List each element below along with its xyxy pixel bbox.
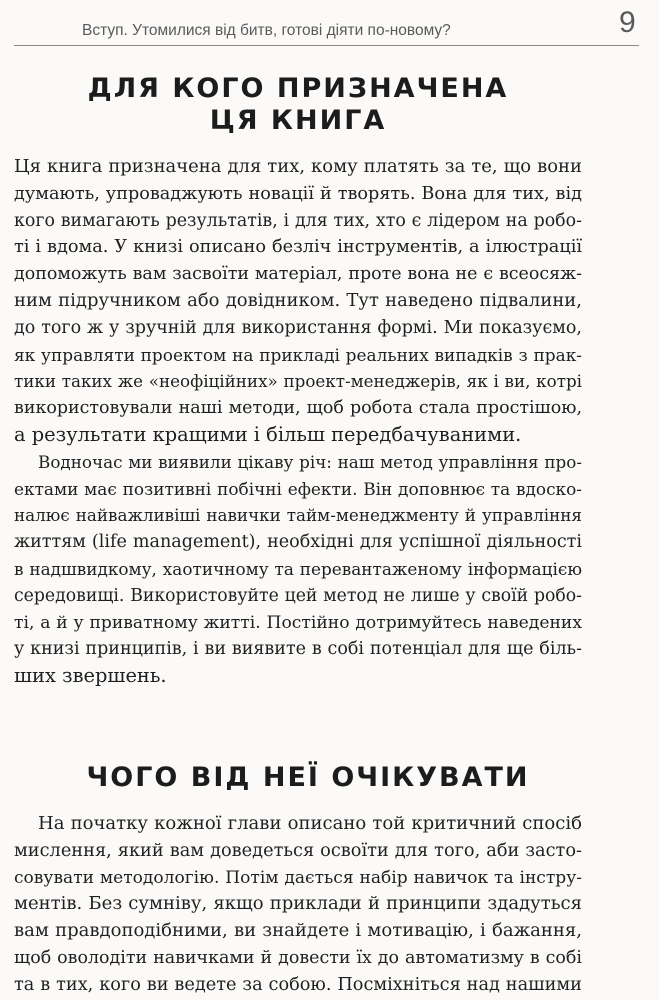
text-line: життям (life management), необхідні для успішної діяльності: [14, 532, 582, 553]
section-heading-what-to-expect: [10, 762, 606, 794]
text-line: Ця книга призначена для тих, кому платять за те, що вони: [14, 156, 582, 177]
section2-body: [14, 811, 582, 999]
text-line: На початку кожної глави описано той критичний спосіб: [38, 813, 582, 834]
header-rule: [14, 45, 639, 46]
text-line: середовищі. Використовуйте цей метод не лише у своїй робо-: [14, 585, 582, 606]
text-line: ментів. Без сумніву, якщо приклади й принципи здадуться: [14, 893, 582, 915]
text-line: совувати методологію. Потім дається набір навичок та інстру-: [14, 867, 582, 888]
text-line: мислення, який вам доведеться освоїти для того, аби засто-: [14, 840, 582, 861]
text-line: ших звершень.: [14, 664, 167, 688]
text-line: допоможуть вам засвоїти матеріал, проте вона не є всеосяж-: [14, 264, 582, 285]
running-header-title: Вступ. Утомилися від битв, готові діяти по-новому?: [82, 22, 451, 39]
text-line: Водночас ми виявили цікаву річ: наш метод управління про-: [38, 451, 582, 472]
text-line: думають, упроваджують новації й творять. Вона для тих, від: [14, 183, 582, 204]
text-line: вам правдоподібними, ви знайдете і мотивацію, і бажання,: [14, 920, 582, 942]
heading-line: ДЛЯ КОГО ПРИЗНАЧЕНА: [87, 73, 509, 104]
text-line: ті, а й у приватному житті. Постійно дотримуйтесь наведених: [14, 612, 582, 633]
page-number: 9: [619, 6, 636, 39]
text-line: тики таких же «неофіційних» проект-менеджерів, як і ви, котрі: [14, 371, 582, 392]
paragraph: [14, 449, 582, 690]
text-line: використовували наші методи, щоб робота стала простішою,: [14, 398, 582, 419]
text-line: до того ж у зручній для використання формі. Ми показуємо,: [14, 317, 582, 338]
paragraph: [14, 811, 582, 999]
text-line: у книзі принципів, і ви виявите в собі потенціал для ще біль-: [14, 639, 582, 660]
text-line: кого вимагають результатів, і для тих, хто є лідером на робо-: [14, 210, 582, 231]
heading-line: ЧОГО ВІД НЕЇ ОЧІКУВАТИ: [86, 762, 530, 793]
text-line: в надшвидкому, хаотичному та перевантаженому інформацією: [14, 558, 582, 579]
text-line: як управляти проектом на прикладі реальних випадків з прак-: [14, 344, 582, 365]
text-line: та в тих, кого ви ведете за собою. Посміхніться над нашими: [14, 974, 582, 995]
paragraph: [14, 154, 582, 449]
text-line: налює найважливіші навички тайм-менеджменту й управління: [14, 505, 582, 526]
section1-body: [14, 154, 582, 690]
text-line: ектами має позитивні побічні ефекти. Він доповнює та вдоско-: [14, 478, 582, 499]
text-line: а результати кращими і більш передбачуваними.: [14, 422, 522, 446]
text-line: ті і вдома. У книзі описано безліч інструментів, а ілюстрації: [14, 237, 582, 258]
heading-line: ЦЯ КНИГА: [209, 105, 387, 136]
section-heading-who-is-it-for: [0, 73, 596, 137]
text-line: ним підручником або довідником. Тут наведено підвалини,: [14, 289, 582, 311]
text-line: щоб оволодіти навичками й довести їх до автоматизму в собі: [14, 947, 582, 968]
